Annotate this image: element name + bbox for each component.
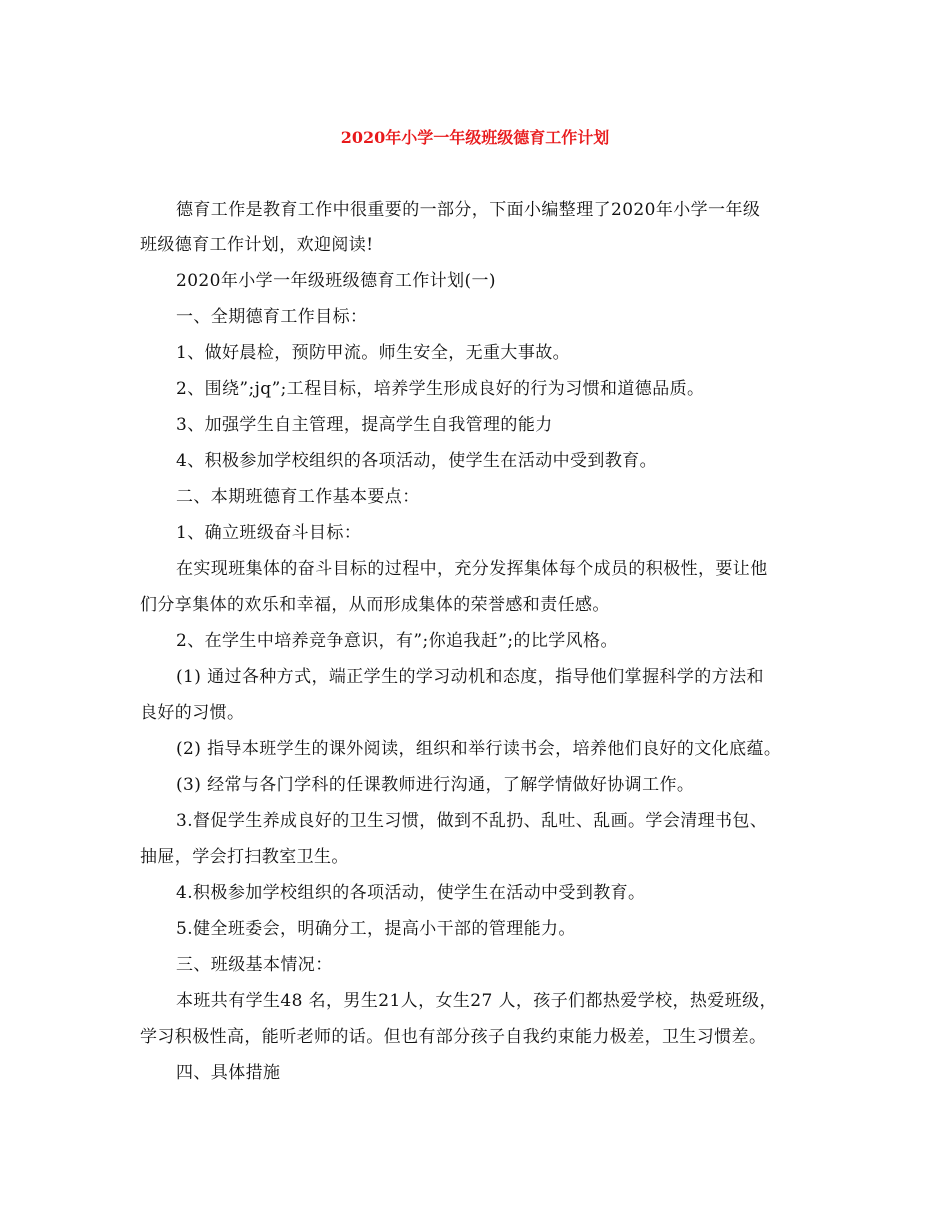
paragraph-line: 良好的习惯。	[140, 703, 245, 723]
section-heading: 四、具体措施	[176, 1063, 281, 1083]
paragraph-line: 德育工作是教育工作中很重要的一部分，下面小编整理了2020年小学一年级	[176, 200, 761, 220]
list-item: 3、加强学生自主管理，提高学生自我管理的能力	[176, 415, 553, 435]
list-item: (2) 指导本班学生的课外阅读，组织和举行读书会，培养他们良好的文化底蕴。	[176, 739, 782, 759]
paragraph-line: 班级德育工作计划，欢迎阅读!	[140, 235, 374, 255]
section-heading: 二、本期班德育工作基本要点：	[176, 487, 420, 507]
paragraph-line: 们分享集体的欢乐和幸福，从而形成集体的荣誉感和责任感。	[140, 595, 610, 615]
list-item: 1、做好晨检，预防甲流。师生安全，无重大事故。	[176, 343, 571, 363]
section-heading: 三、班级基本情况：	[176, 955, 333, 975]
list-item: 2、围绕”;jq”;工程目标，培养学生形成良好的行为习惯和道德品质。	[176, 379, 705, 399]
list-item: 5.健全班委会，明确分工，提高小干部的管理能力。	[176, 919, 576, 939]
document-title: 2020年小学一年级班级德育工作计划	[340, 128, 610, 147]
paragraph-line: 在实现班集体的奋斗目标的过程中，充分发挥集体每个成员的积极性，要让他	[176, 559, 768, 579]
list-item: (1) 通过各种方式，端正学生的学习动机和态度，指导他们掌握科学的方法和	[176, 667, 764, 687]
paragraph-line: 本班共有学生48 名，男生21人，女生27 人，孩子们都热爱学校，热爱班级，	[176, 991, 777, 1011]
paragraph-line: 学习积极性高，能听老师的话。但也有部分孩子自我约束能力极差，卫生习惯差。	[140, 1027, 767, 1047]
list-item: 3.督促学生养成良好的卫生习惯，做到不乱扔、乱吐、乱画。学会清理书包、	[176, 811, 768, 831]
list-item: 4.积极参加学校组织的各项活动，使学生在活动中受到教育。	[176, 883, 646, 903]
paragraph-line: 抽屉，学会打扫教室卫生。	[140, 847, 349, 867]
list-item: 1、确立班级奋斗目标：	[176, 523, 362, 543]
section-heading: 一、全期德育工作目标：	[176, 307, 368, 327]
section-heading: 2020年小学一年级班级德育工作计划(一)	[176, 271, 496, 291]
list-item: (3) 经常与各门学科的任课教师进行沟通，了解学情做好协调工作。	[176, 775, 695, 795]
list-item: 2、在学生中培养竞争意识，有”;你追我赶”;的比学风格。	[176, 631, 618, 651]
list-item: 4、积极参加学校组织的各项活动，使学生在活动中受到教育。	[176, 451, 658, 471]
